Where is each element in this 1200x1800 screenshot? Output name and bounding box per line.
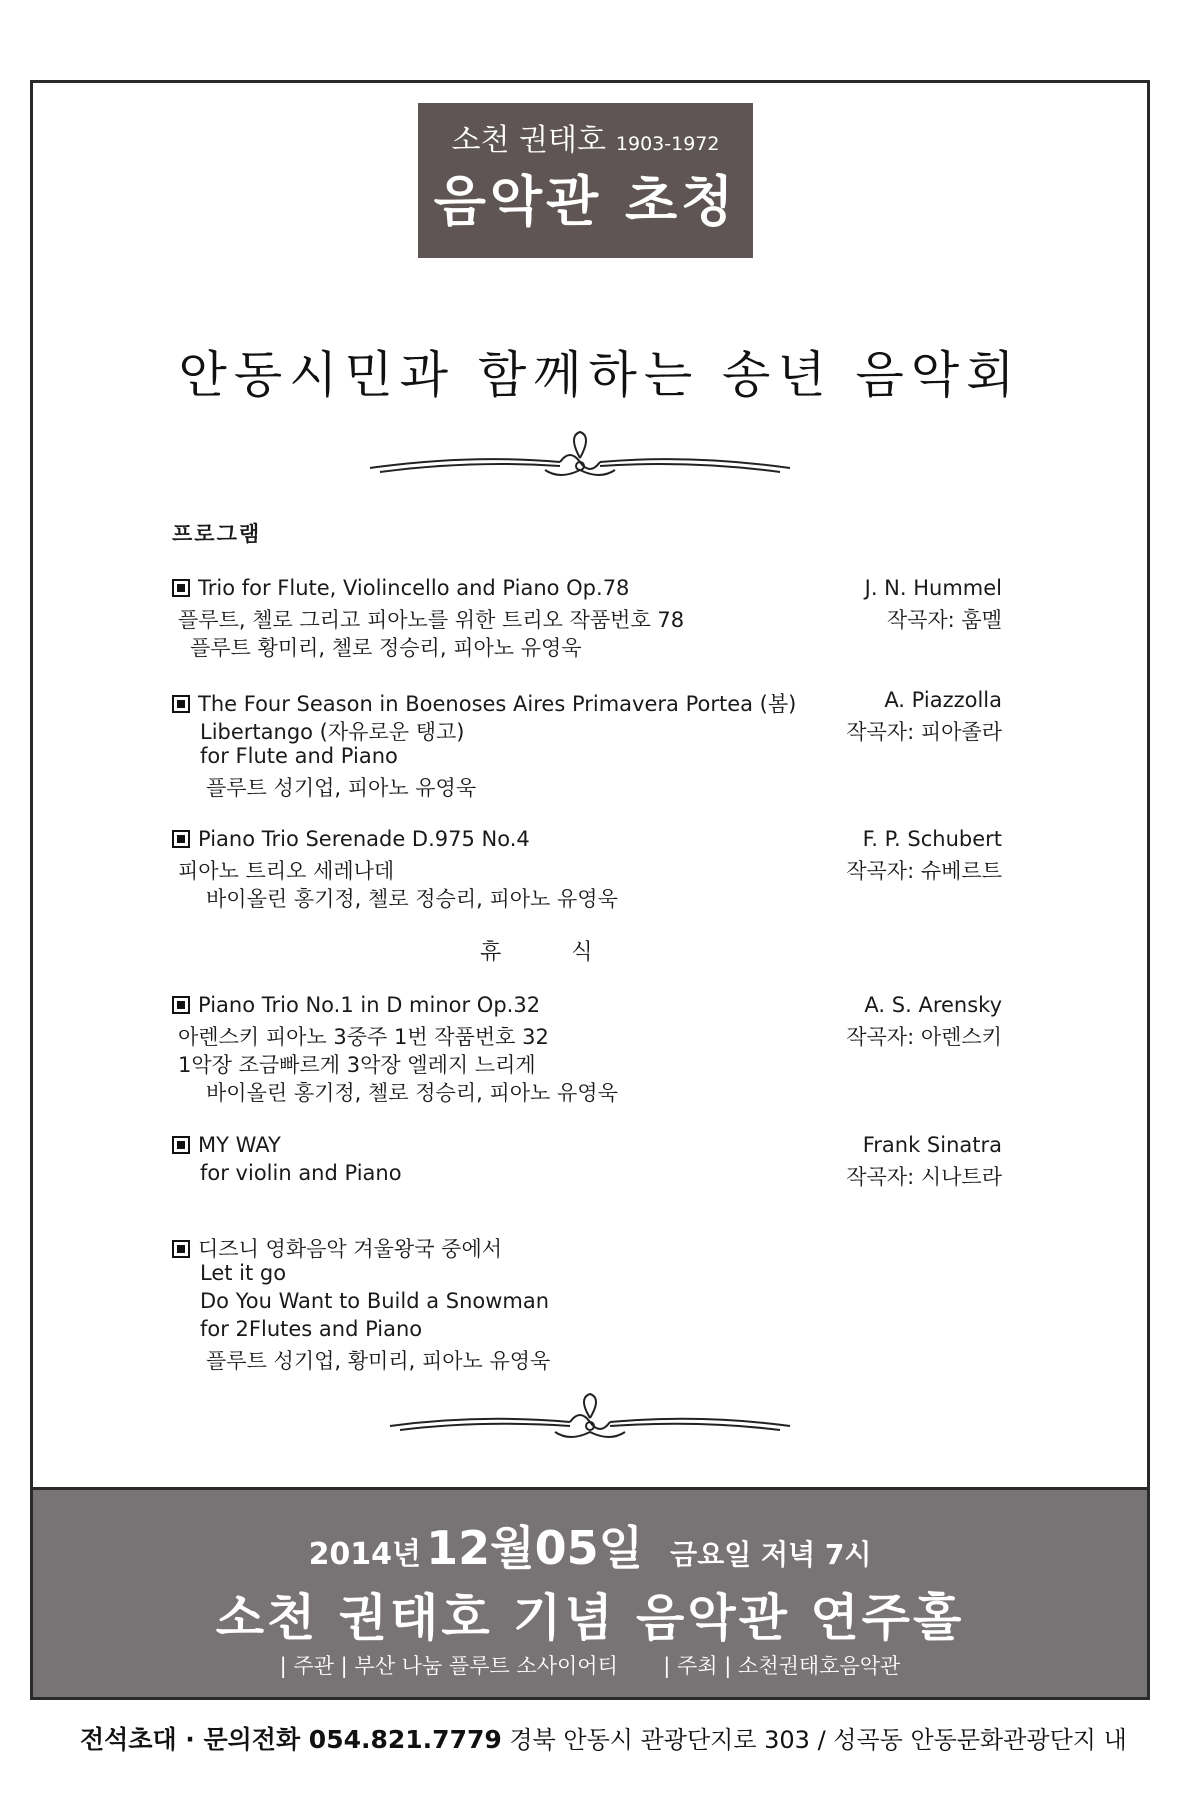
intermission-char: 휴 — [480, 940, 504, 965]
intermission-char: 식 — [571, 940, 595, 965]
item-row — [172, 1077, 1002, 1105]
piece-title-korean: 피아노 트리오 세레나데 — [178, 859, 395, 883]
program-item — [172, 576, 1002, 660]
event-weekday-time: 금요일 저녁 7시 — [670, 1538, 872, 1571]
composer: J. N. Hummel — [864, 576, 1002, 600]
host-label: | 주최 | — [663, 1654, 732, 1678]
ornament-top-icon — [360, 430, 800, 490]
composer: A. S. Arensky — [864, 993, 1002, 1017]
item-row — [172, 744, 1002, 772]
event-month-day: 12월05일 — [426, 1521, 644, 1575]
intermission — [480, 935, 663, 966]
composer: Frank Sinatra — [862, 1133, 1002, 1157]
composer-korean: 작곡자: 슈베르트 — [846, 859, 1002, 883]
footer — [80, 1720, 1127, 1756]
item-row — [172, 1345, 1002, 1373]
piece-title: MY WAY — [198, 1133, 281, 1157]
composer-korean: 작곡자: 아렌스키 — [846, 1025, 1002, 1049]
header-invite: 음악관 초청 — [433, 170, 738, 233]
program-item — [172, 993, 1002, 1105]
organizer-label: | 주관 | — [279, 1654, 348, 1678]
item-bullet-icon — [172, 830, 190, 848]
item-row — [172, 1233, 1002, 1261]
program-item — [172, 827, 1002, 911]
organizer-name: 부산 나눔 플루트 소사이어티 — [354, 1654, 618, 1678]
piece-subtitle: Libertango (자유로운 탱고) — [200, 720, 465, 744]
item-row — [172, 855, 1002, 883]
piece-title: The Four Season in Boenoses Aires Primavera Portea (봄) — [198, 692, 797, 716]
composer: F. P. Schubert — [862, 827, 1002, 851]
item-bullet-icon — [172, 579, 190, 597]
composer-years: 1903-1972 — [615, 133, 720, 155]
item-row — [172, 632, 1002, 660]
piece-title: 디즈니 영화음악 겨울왕국 중에서 — [198, 1237, 503, 1261]
header-box — [418, 103, 753, 258]
item-row — [172, 604, 1002, 632]
program-item — [172, 1233, 1002, 1373]
program-item — [172, 688, 1002, 800]
composer: A. Piazzolla — [884, 688, 1002, 712]
address: 경북 안동시 관광단지로 303 / 성곡동 안동문화관광단지 내 — [509, 1726, 1127, 1754]
movements: 1악장 조금빠르게 3악장 엘레지 느리게 — [178, 1053, 536, 1077]
item-bullet-icon — [172, 695, 190, 713]
piece-title: Trio for Flute, Violincello and Piano Op.78 — [198, 576, 630, 600]
composer-korean: 작곡자: 피아졸라 — [846, 720, 1002, 744]
piece-subtitle: Let it go — [200, 1261, 287, 1285]
instrumentation: for Flute and Piano — [200, 744, 398, 768]
piece-title-korean: 플루트, 첼로 그리고 피아노를 위한 트리오 작품번호 78 — [178, 608, 685, 632]
item-row — [172, 1049, 1002, 1077]
item-row — [172, 1021, 1002, 1049]
composer-name: 소천 권태호 — [451, 123, 606, 158]
event-info-band — [30, 1490, 1150, 1700]
item-row — [172, 1133, 1002, 1161]
event-title: 안동시민과 함께하는 송년 음악회 — [178, 346, 1022, 404]
performers: 플루트 성기업, 피아노 유영욱 — [206, 776, 477, 800]
program-label: 프로그램 — [172, 522, 262, 546]
host-name: 소천권태호음악관 — [738, 1654, 901, 1678]
item-row — [172, 1289, 1002, 1317]
item-row — [172, 576, 1002, 604]
item-row — [172, 1317, 1002, 1345]
instrumentation: for violin and Piano — [200, 1161, 402, 1185]
item-bullet-icon — [172, 1136, 190, 1154]
item-row — [172, 1161, 1002, 1189]
performers: 바이올린 홍기정, 첼로 정승리, 피아노 유영욱 — [206, 1081, 618, 1105]
event-year: 2014년 — [308, 1537, 422, 1572]
performers: 플루트 황미리, 첼로 정승리, 피아노 유영욱 — [190, 636, 582, 660]
performers: 바이올린 홍기정, 첼로 정승리, 피아노 유영욱 — [206, 887, 618, 911]
program-item — [172, 1133, 1002, 1189]
organizers — [33, 1650, 1147, 1680]
contact-info: 전석초대 · 문의전화 054.821.7779 — [80, 1725, 502, 1754]
composer-korean: 작곡자: 시나트라 — [846, 1165, 1002, 1189]
performers: 플루트 성기업, 황미리, 피아노 유영욱 — [206, 1349, 551, 1373]
item-row — [172, 688, 1002, 716]
item-row — [172, 827, 1002, 855]
item-row — [172, 716, 1002, 744]
composer-korean: 작곡자: 훔멜 — [886, 608, 1002, 632]
piece-title-korean: 아렌스키 피아노 3중주 1번 작품번호 32 — [178, 1025, 549, 1049]
item-row — [172, 1261, 1002, 1289]
piece-subtitle: Do You Want to Build a Snowman — [200, 1289, 550, 1313]
event-venue: 소천 권태호 기념 음악관 연주홀 — [215, 1589, 965, 1647]
item-row — [172, 772, 1002, 800]
item-row — [172, 993, 1002, 1021]
piece-title: Piano Trio No.1 in D minor Op.32 — [198, 993, 541, 1017]
item-bullet-icon — [172, 1240, 190, 1258]
piece-title: Piano Trio Serenade D.975 No.4 — [198, 827, 530, 851]
header-composer — [418, 115, 753, 159]
instrumentation: for 2Flutes and Piano — [200, 1317, 423, 1341]
item-bullet-icon — [172, 996, 190, 1014]
item-row — [172, 883, 1002, 911]
event-date — [33, 1512, 1147, 1578]
ornament-bottom-icon — [380, 1392, 800, 1452]
